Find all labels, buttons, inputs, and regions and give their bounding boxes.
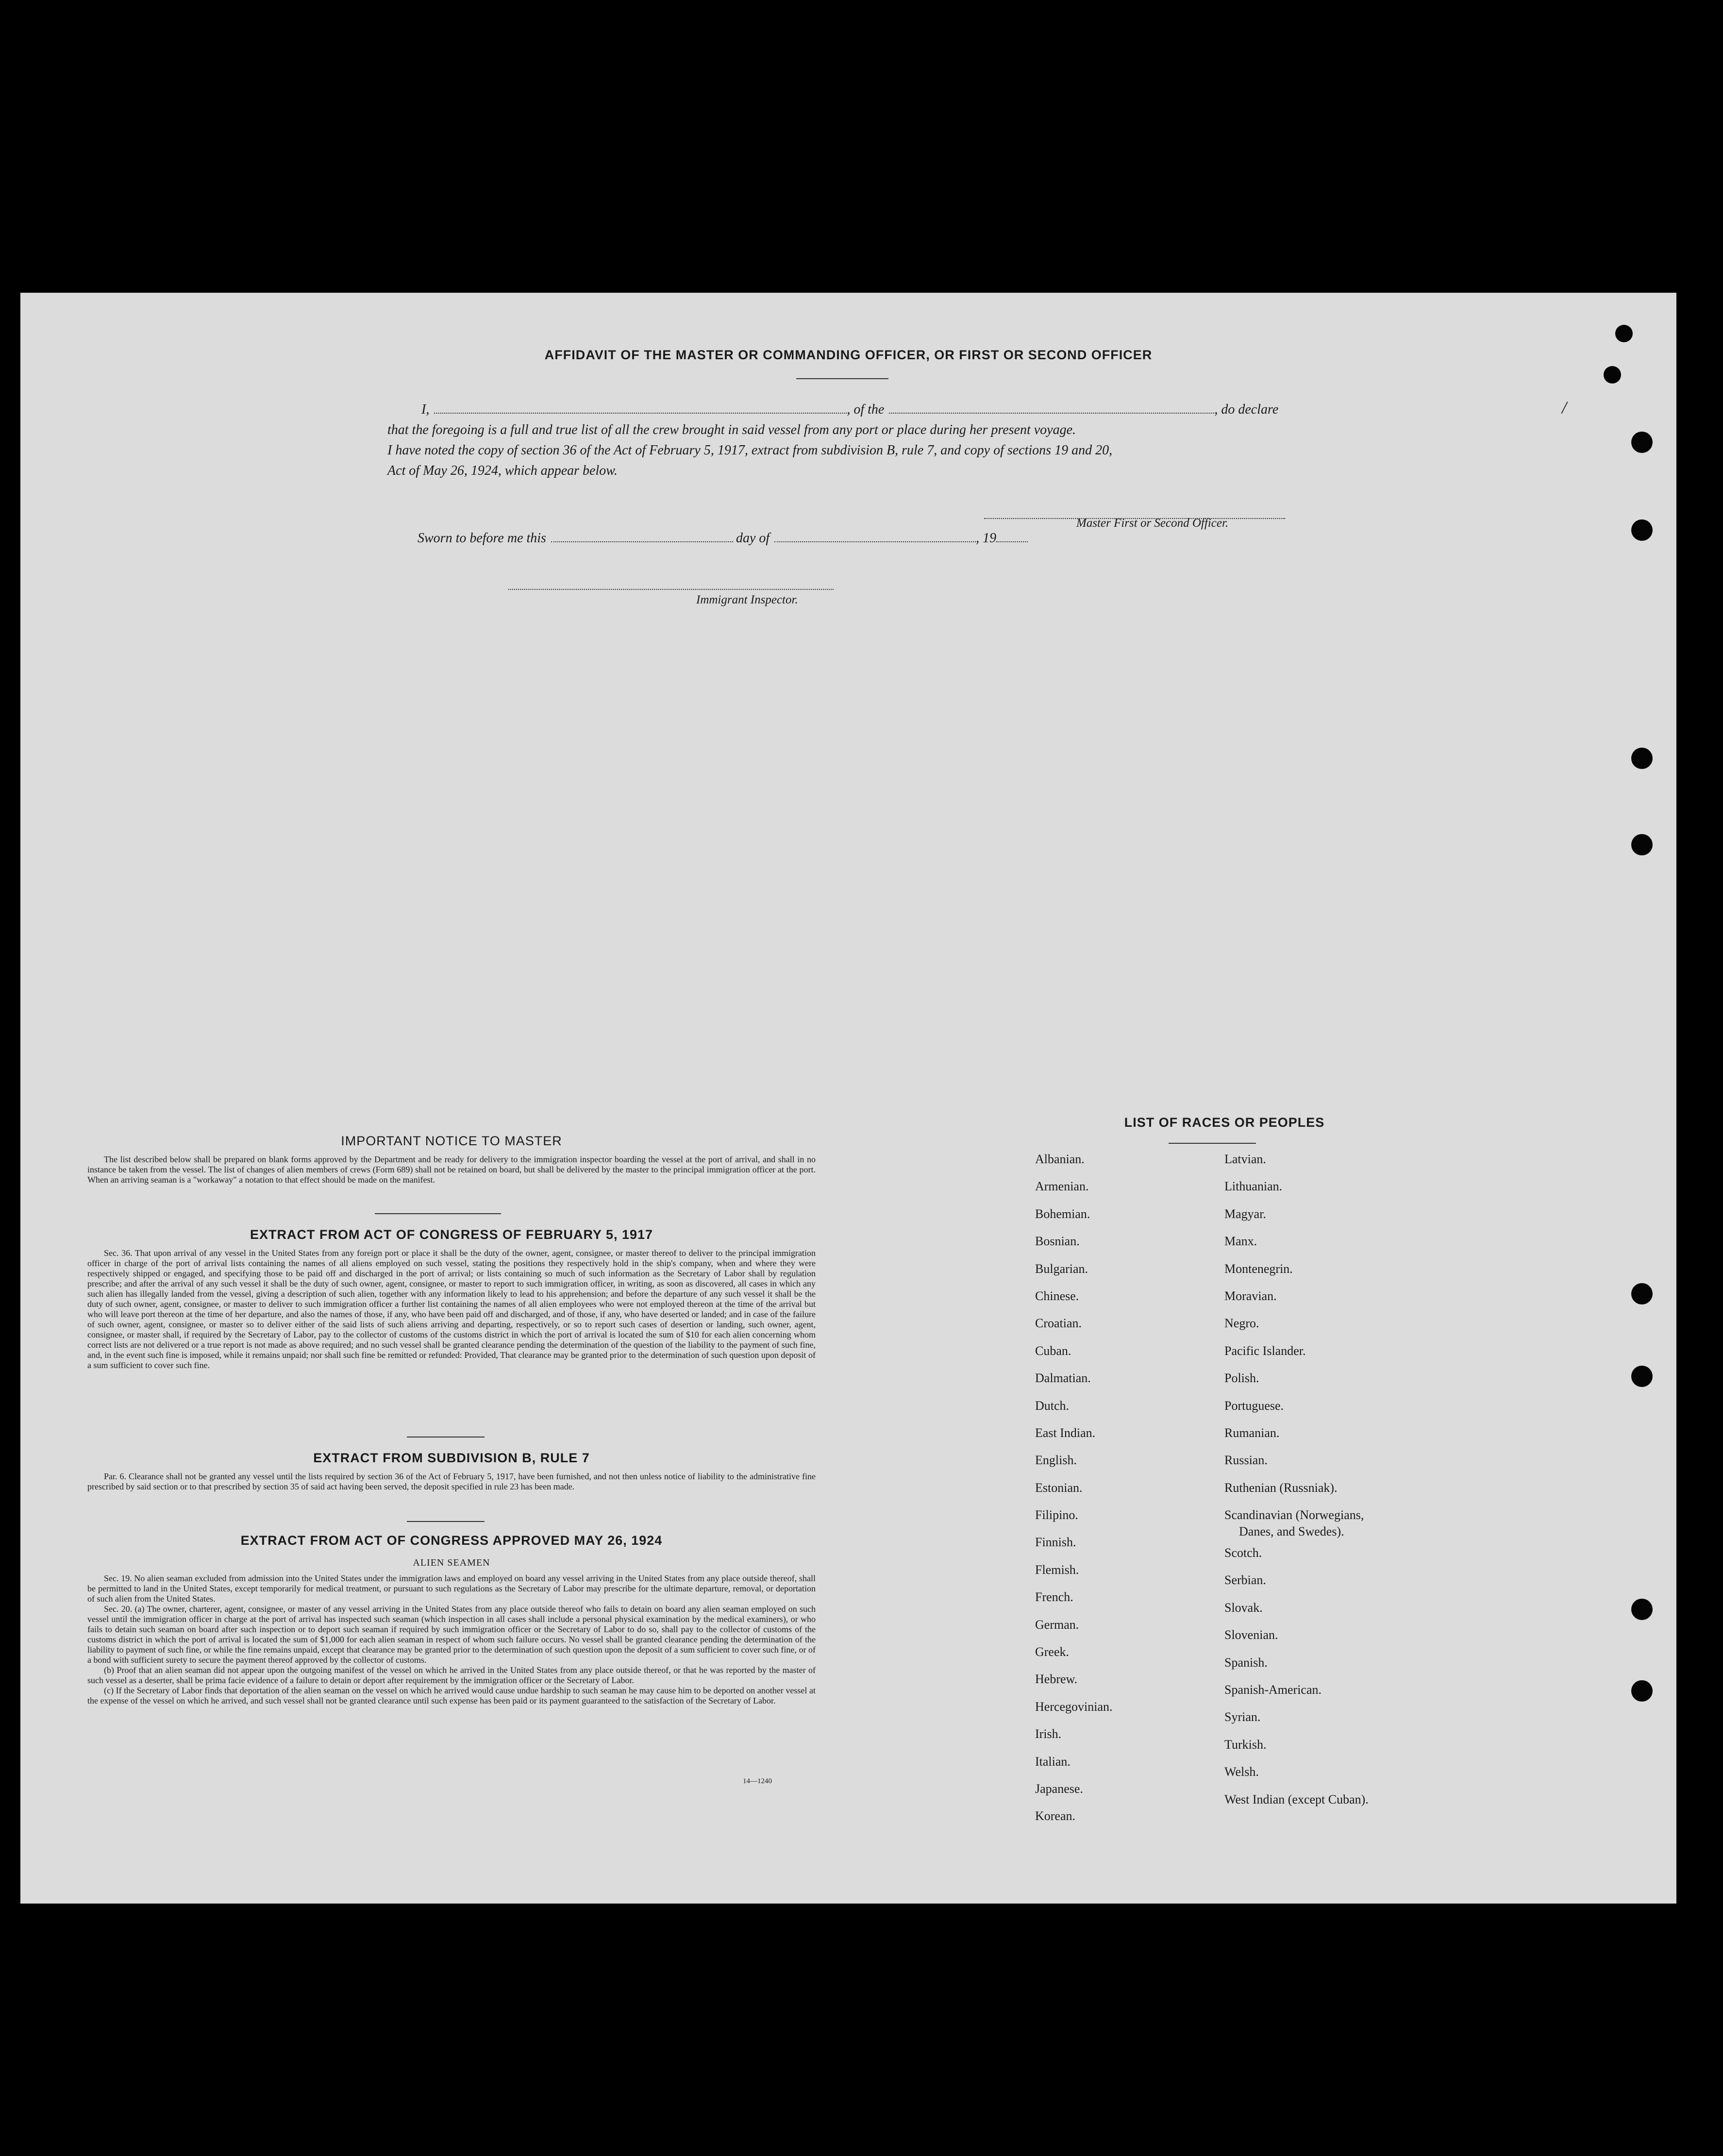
race-item: Filipino. bbox=[1035, 1508, 1078, 1522]
race-item: Scotch. bbox=[1224, 1546, 1262, 1560]
race-item: Korean. bbox=[1035, 1809, 1076, 1823]
affidavit-i-label: I, bbox=[421, 402, 430, 417]
race-item: East Indian. bbox=[1035, 1425, 1096, 1440]
race-item: Flemish. bbox=[1035, 1562, 1079, 1577]
race-item: Welsh. bbox=[1224, 1765, 1259, 1779]
form-number: 14—1240 bbox=[743, 1777, 772, 1785]
race-item: Japanese. bbox=[1035, 1781, 1083, 1796]
race-item: Manx. bbox=[1224, 1234, 1257, 1249]
race-item: Italian. bbox=[1035, 1754, 1071, 1769]
notice-title: IMPORTANT NOTICE TO MASTER bbox=[341, 1134, 562, 1148]
race-item: Croatian. bbox=[1035, 1316, 1082, 1331]
race-item: Slovenian. bbox=[1224, 1628, 1278, 1642]
race-item: Bulgarian. bbox=[1035, 1261, 1088, 1276]
race-item: English. bbox=[1035, 1453, 1077, 1468]
divider bbox=[796, 378, 888, 379]
race-item: Magyar. bbox=[1224, 1206, 1266, 1221]
margin-mark: / bbox=[1562, 398, 1567, 417]
extract-1924-body bbox=[87, 1573, 816, 1706]
race-item: Spanish. bbox=[1224, 1655, 1268, 1670]
affidavit-line-3: I have noted the copy of section 36 of the Act of February 5, 1917, extract from subdivision B, rule 7, and copy of sections 19 and 20, bbox=[387, 443, 1113, 458]
sworn-day-field[interactable] bbox=[551, 533, 733, 542]
sworn-month-field[interactable] bbox=[774, 533, 976, 542]
race-item: Cuban. bbox=[1035, 1343, 1071, 1358]
punch-hole-icon bbox=[1631, 748, 1653, 769]
declare-label: , do declare bbox=[1214, 402, 1279, 417]
extract-rule7-body: Par. 6. Clearance shall not be granted any vessel until the lists required by section 36 of the Act of February 5, 1917, have been furnished, and not then unless notice of liability to the administrative fine prescribed by said section or to that prescribed by section 35 of said act having been served, the deposit specified in rule 23 has been made. bbox=[87, 1471, 816, 1491]
race-item: Russian. bbox=[1224, 1453, 1268, 1468]
race-item-scandinavian-1: Scandinavian (Norwegians, bbox=[1224, 1508, 1364, 1522]
race-item: Polish. bbox=[1224, 1371, 1259, 1386]
punch-hole-icon bbox=[1631, 1599, 1653, 1620]
race-item: Slovak. bbox=[1224, 1600, 1263, 1615]
race-item: Dutch. bbox=[1035, 1398, 1070, 1413]
inspector-signature-caption: Immigrant Inspector. bbox=[696, 593, 798, 606]
race-item: Serbian. bbox=[1224, 1573, 1266, 1588]
punch-hole-icon bbox=[1604, 366, 1621, 384]
punch-hole-icon bbox=[1631, 432, 1653, 453]
races-column-1 bbox=[1035, 1152, 1113, 1837]
punch-hole-icon bbox=[1631, 1680, 1653, 1702]
race-item: Lithuanian. bbox=[1224, 1179, 1283, 1194]
form-sheet bbox=[20, 293, 1676, 1904]
extract-1917-body: Sec. 36. That upon arrival of any vessel in the United States from any foreign port or place it shall be the duty of the owner, agent, consignee, or master thereof to deliver to the principal immigration officer in charge of the port of arrival lists containing the names of all aliens employed on such vessel, stating the positions they respectively hold in the ship's company, when and where they were respectively shipped or engaged, and specifying those to be paid off and discharged in the port of arrival; or lists containing so much of such information as the Secretary of Labor shall by regulation prescribe; and after the arrival of any such vessel it shall be the duty of such owner, agent, consignee, or master to report to such immigration officer, in writing, as soon as discovered, all cases in which any such alien has illegally landed from the vessel, giving a description of such alien, together with any information likely to lead to his apprehension; and before the departure of any such vessel it shall be the duty of such owner, agent, consignee, or master to deliver to such immigration officer a further list containing the names of all alien employees who were not employed thereon at the time of the arrival but who will leave port thereon at the time of her departure, and also the names of those, if any, who have been paid off and discharged, and of those, if any, who have deserted or landed; and in case of the failure of such owner, agent, consignee, or master so to deliver either of the said lists of such aliens arriving and departing, respectively, or so to report such cases of desertion or landing, such owner, agent, consignee, or master shall, if required by the Secretary of Labor, pay to the collector of customs of the customs district in which the port of arrival is located the sum of $10 for each alien concerning whom correct lists are not delivered or a true report is not made as above required; and no such vessel shall be granted clearance pending the determination of the question of the liability to the payment of such fine, and, in the event such fine is imposed, while it remains unpaid; nor shall such fine be remitted or refunded: Provided, That clearance may be granted prior to the determination of such question upon deposit of a sum sufficient to cover such fine. bbox=[87, 1248, 816, 1370]
races-column-2 bbox=[1224, 1152, 1369, 1820]
of-the-label: , of the bbox=[847, 402, 885, 417]
sec-20a-text: Sec. 20. (a) The owner, charterer, agent, consignee, or master of any vessel arriving in the United States from any place outside thereof who fails to detain on board any alien seaman employed on such vessel until the immigration officer in charge at the port of arrival has inspected such seaman (which inspection in all cases shall include a personal physical examination by the medical examiners), or who fails to detain such seaman on board after such inspection or to deport such seaman if required by such immigration officer or the Secretary of Labor to do so, shall pay to the collector of customs of the customs district in which the port of arrival is located the sum of $1,000 for each alien seaman in respect of whom such failure occurs. No vessel shall be granted clearance pending the determination of the liability to payment of such fine, or while the fine remains unpaid, except that clearance may be granted prior to the determination of such question upon the deposit of a sum sufficient to cover such fine, or of a bond with sufficient surety to secure the payment thereof approved by the collector of customs. bbox=[87, 1604, 816, 1665]
race-item: Chinese. bbox=[1035, 1288, 1079, 1303]
race-item: Bohemian. bbox=[1035, 1206, 1090, 1221]
affidavit-text bbox=[387, 400, 1324, 481]
race-item: Syrian. bbox=[1224, 1710, 1261, 1724]
alien-seamen-subtitle: ALIEN SEAMEN bbox=[413, 1557, 490, 1568]
race-item: Portuguese. bbox=[1224, 1398, 1284, 1413]
sec-20c-text: (c) If the Secretary of Labor finds that deportation of the alien seaman on the vessel on which he arrived would cause undue hardship to such seaman he may cause him to be deported on another vessel at the expense of the vessel on which he arrived, and such vessel shall not be granted clearance until such expense has been paid or its payment guaranteed to the satisfaction of the Secretary of Labor. bbox=[87, 1686, 816, 1705]
affidavit-line-4: Act of May 26, 1924, which appear below. bbox=[387, 463, 618, 478]
race-item bbox=[1224, 1508, 1369, 1546]
affidavit-title: AFFIDAVIT OF THE MASTER OR COMMANDING OFFICER, OR FIRST OR SECOND OFFICER bbox=[544, 348, 1153, 362]
race-item: Latvian. bbox=[1224, 1152, 1266, 1166]
punch-hole-icon bbox=[1631, 834, 1653, 855]
punch-hole-icon bbox=[1631, 1283, 1653, 1304]
extract-1924-title: EXTRACT FROM ACT OF CONGRESS APPROVED MAY 26, 1924 bbox=[240, 1533, 663, 1548]
master-signature-caption: Master First or Second Officer. bbox=[1076, 517, 1229, 530]
race-item: Pacific Islander. bbox=[1224, 1343, 1306, 1358]
race-item: Hercegovinian. bbox=[1035, 1699, 1113, 1714]
extract-rule7-title: EXTRACT FROM SUBDIVISION B, RULE 7 bbox=[313, 1451, 590, 1465]
race-item: Greek. bbox=[1035, 1645, 1070, 1659]
race-item: Hebrew. bbox=[1035, 1672, 1078, 1687]
sec-19-text: Sec. 19. No alien seaman excluded from admission into the United States under the immigration laws and employed on board any vessel arriving in the United States from any place outside thereof, shall be permitted to land in the United States, except temporarily for medical treatment, or pursuant to such regulations as the Secretary of Labor may prescribe for the ultimate departure, removal, or deportation of such alien from the United States. bbox=[87, 1573, 816, 1604]
race-item-scandinavian-2: Danes, and Swedes). bbox=[1239, 1524, 1344, 1539]
sworn-year-field[interactable] bbox=[996, 533, 1028, 542]
vessel-field[interactable] bbox=[889, 404, 1214, 414]
race-item: Bosnian. bbox=[1035, 1234, 1080, 1249]
inspector-signature-line[interactable] bbox=[508, 580, 834, 590]
race-item: Rumanian. bbox=[1224, 1425, 1280, 1440]
extract-1917-title: EXTRACT FROM ACT OF CONGRESS OF FEBRUARY 5, 1917 bbox=[250, 1227, 653, 1242]
sec-20b-text: (b) Proof that an alien seaman did not appear upon the outgoing manifest of the vessel on which he arrived in the United States from any place outside thereof, or that he was reported by the master of such vessel as a deserter, shall be prima facie evidence of a failure to detain or deport after requirement by the immigration officer or the Secretary of Labor. bbox=[87, 1665, 816, 1685]
divider bbox=[407, 1521, 485, 1522]
race-item: Albanian. bbox=[1035, 1152, 1085, 1166]
race-item: Finnish. bbox=[1035, 1535, 1076, 1550]
punch-hole-icon bbox=[1615, 325, 1633, 342]
race-item: Negro. bbox=[1224, 1316, 1259, 1331]
race-item: Spanish-American. bbox=[1224, 1683, 1322, 1697]
race-item: Armenian. bbox=[1035, 1179, 1089, 1194]
name-field[interactable] bbox=[434, 404, 847, 414]
year-label: , 19 bbox=[976, 531, 997, 546]
race-item: West Indian (except Cuban). bbox=[1224, 1792, 1369, 1806]
divider bbox=[375, 1213, 501, 1214]
sworn-label: Sworn to before me this bbox=[418, 531, 546, 546]
day-of-label: day of bbox=[736, 531, 770, 546]
race-item: Ruthenian (Russniak). bbox=[1224, 1480, 1338, 1495]
race-item: Estonian. bbox=[1035, 1480, 1083, 1495]
punch-hole-icon bbox=[1631, 519, 1653, 541]
divider bbox=[1169, 1143, 1256, 1144]
race-item: Montenegrin. bbox=[1224, 1261, 1293, 1276]
races-title: LIST OF RACES OR PEOPLES bbox=[1124, 1115, 1325, 1130]
race-item: Dalmatian. bbox=[1035, 1371, 1091, 1386]
notice-body: The list described below shall be prepared on blank forms approved by the Department and be ready for delivery to the immigration inspector boarding the vessel at the port of arrival, and shall in no instance be taken from the vessel. The list of changes of alien members of crews (Form 689) shall not be retained on board, but shall be delivered by the master to the principal immigration officer at the port. When an arriving seaman is a "workaway" a notation to that effect should be made on the manifest. bbox=[87, 1154, 816, 1185]
race-item: Moravian. bbox=[1224, 1288, 1277, 1303]
race-item: German. bbox=[1035, 1617, 1079, 1632]
race-item: Irish. bbox=[1035, 1727, 1062, 1741]
punch-hole-icon bbox=[1631, 1366, 1653, 1387]
affidavit-line-2: that the foregoing is a full and true list of all the crew brought in said vessel from any port or place during her present voyage. bbox=[387, 422, 1076, 437]
sworn-line bbox=[418, 528, 1146, 549]
race-item: Turkish. bbox=[1224, 1737, 1267, 1752]
race-item: French. bbox=[1035, 1590, 1073, 1604]
